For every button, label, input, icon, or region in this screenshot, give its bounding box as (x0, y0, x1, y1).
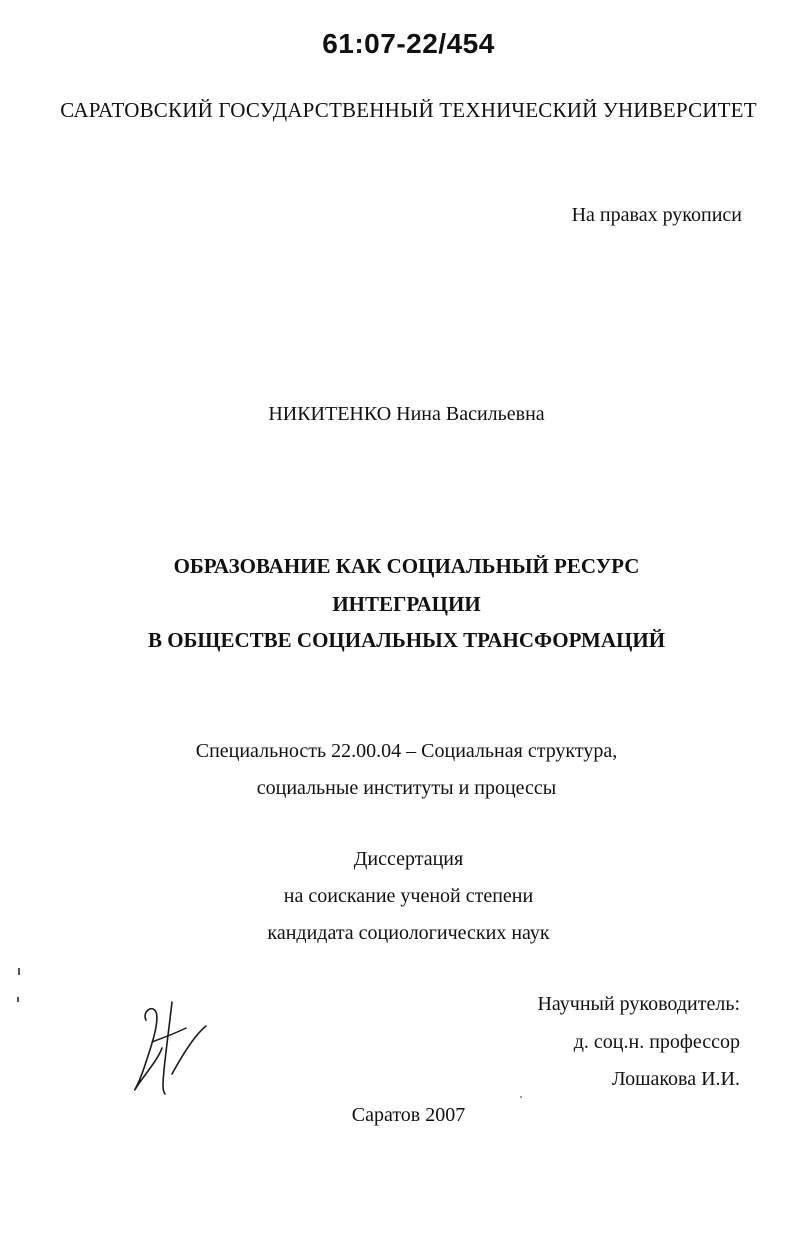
specialty-line: Специальность 22.00.04 – Социальная структура, (195, 740, 618, 762)
scan-speck (520, 1096, 522, 1098)
degree-line: кандидата социологических наук (267, 922, 550, 944)
scan-speck (17, 997, 19, 1002)
title-line: ОБРАЗОВАНИЕ КАК СОЦИАЛЬНЫЙ РЕСУРС (173, 554, 640, 578)
title-line: ИНТЕГРАЦИИ (332, 592, 481, 616)
university-name: САРАТОВСКИЙ ГОСУДАРСТВЕННЫЙ ТЕХНИЧЕСКИЙ УНИВЕРСИТЕТ (60, 98, 757, 122)
title-line: В ОБЩЕСТВЕ СОЦИАЛЬНЫХ ТРАНСФОРМАЦИЙ (147, 628, 666, 652)
supervisor-title: д. соц.н. профессор (573, 1031, 740, 1053)
supervisor-name: Лошакова И.И. (612, 1068, 740, 1090)
degree-line: Диссертация (353, 848, 464, 870)
supervisor-label: Научный руководитель: (537, 993, 740, 1015)
specialty-line: социальные институты и процессы (256, 777, 557, 799)
rights-notice: На правах рукописи (571, 204, 742, 226)
scan-speck (18, 968, 20, 975)
author-name: НИКИТЕНКО Нина Васильевна (268, 403, 545, 425)
degree-line: на соискание ученой степени (283, 885, 534, 907)
city-year: Саратов 2007 (351, 1104, 466, 1126)
archive-code: 61:07-22/454 (322, 28, 495, 59)
handwritten-signature-icon (128, 990, 212, 1098)
